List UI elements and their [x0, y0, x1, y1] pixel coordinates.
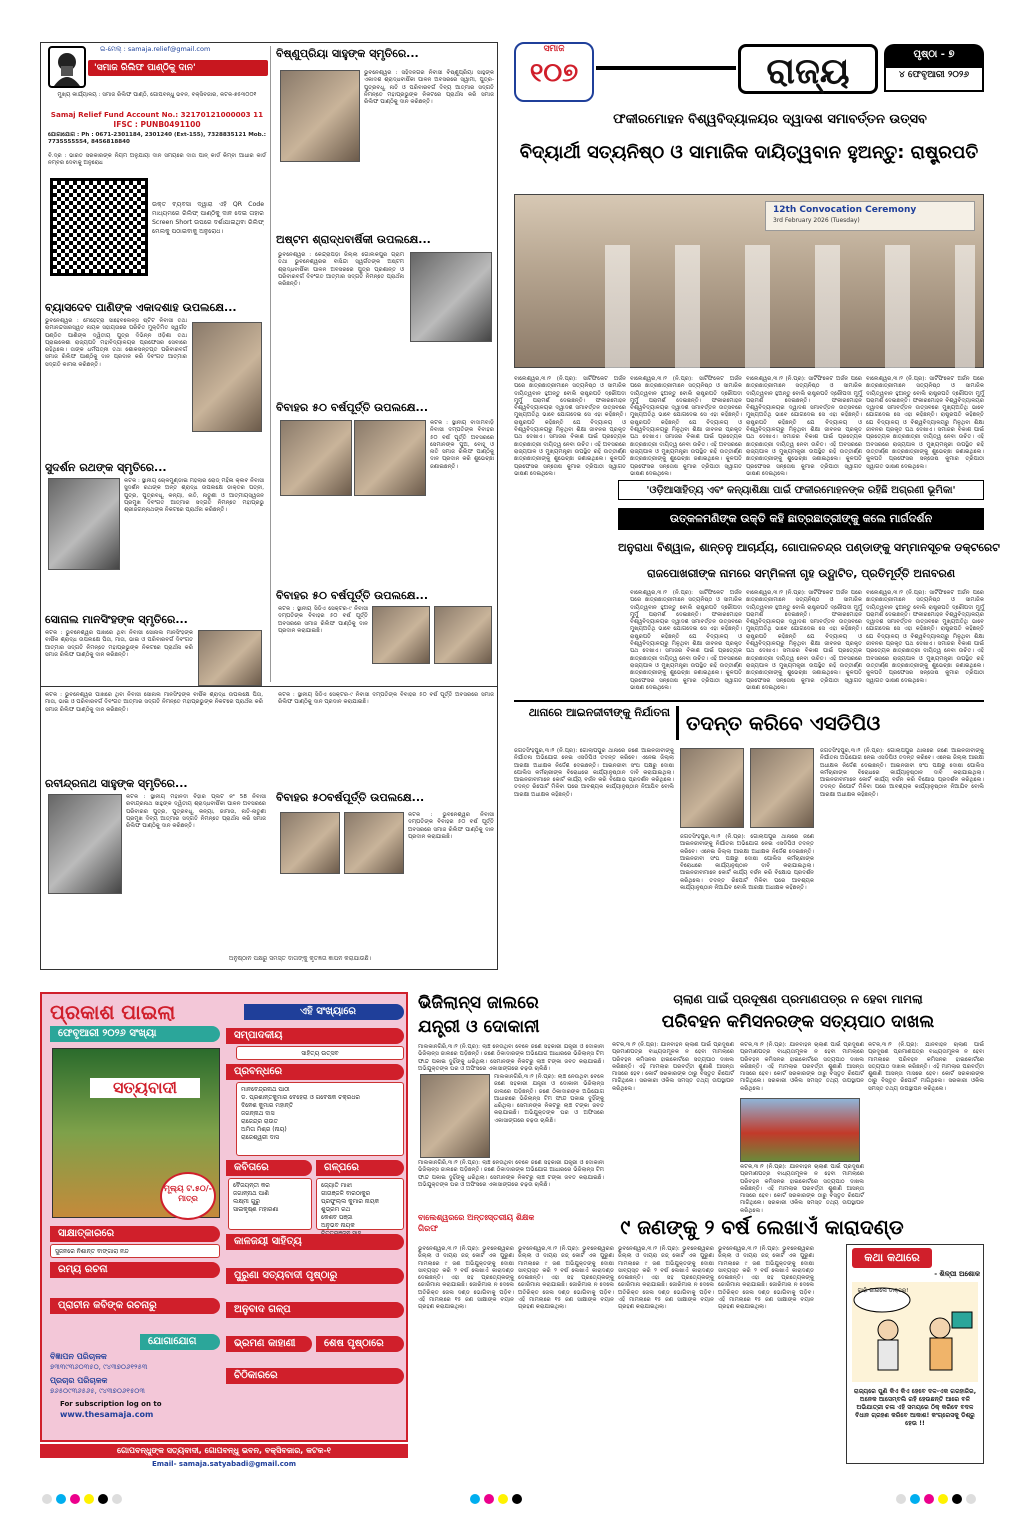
relief-footer: ଅନୁଷ୍ଠାନ ପକ୍ଷରୁ ସମସ୍ତ ଦାତାଙ୍କୁ କୃତଜ୍ଞତା ଜ୍ଞାପନ କରାଯାଉଛି।: [228, 955, 372, 962]
transport-kicker: ଚାଲାଣ ପାଇଁ ପ୍ରଦୂଷଣ ପ୍ରମାଣପତ୍ର ନ ହେବା ମାମଲା: [673, 992, 923, 1006]
sdpo-text-a: ଜଗତସିଂହପୁର,୩।୨ (ନି.ପ୍ର): ଗୋଲାପପୁର ଥାନାରେ ଜଣେ ଆଇନଜୀବୀଙ୍କୁ ନିର୍ଯାତନା ଅଭିଯୋଗ ନେଇ ଏସଡିପିଓ ତଦନ୍ତ କରିବେ। ଏନେଇ ଜିଲ୍ଲା ଆରକ୍ଷୀ ଅଧୀକ୍ଷକ ନିର୍ଦ୍ଦେଶ ଦେଇଛନ୍ତି। ଆଇନଜୀବୀ ସଂଘ ପକ୍ଷରୁ ଦୋଷୀ ପୋଲିସ କର୍ମଚାରୀଙ୍କ ବିରୋଧରେ କାର୍ଯ୍ୟାନୁଷ୍ଠାନ ଦାବି କରାଯାଇଥିଲା। ଆଇନଜୀବୀମାନେ କୋର୍ଟ କାର୍ଯ୍ୟ ବର୍ଜନ କରି ବିକ୍ଷୋଭ ପ୍ରଦର୍ଶନ କରିଥିଲେ। ତଦନ୍ତ ରିପୋର୍ଟ ମିଳିବା ପରେ ଆବଶ୍ୟକ କାର୍ଯ୍ୟାନୁଷ୍ଠାନ ନିଆଯିବ ବୋଲି ଆରକ୍ଷୀ ଅଧୀକ୍ଷକ କହିଛନ୍ତି।: [514, 748, 674, 798]
obit-title-1: ସୁଦର୍ଶନ ରଥଙ୍କ ସ୍ମୃତିରେ...: [45, 461, 167, 474]
lead-text-e: ବାଲେଶ୍ୱର,୩।୨ (ନି.ପ୍ର): ସାର୍ଟିଫିକେଟ ଅର୍ଜନ ପରେ ଛାତ୍ରଛାତ୍ରୀମାନେ ସତ୍ୟନିଷ୍ଠ ଓ ସାମାଜିକ ଦାୟିତ୍ୱବାନ ହୁଅନ୍ତୁ ବୋଲି ରାଷ୍ଟ୍ରପତି ଦ୍ରୌପଦୀ ମୁର୍ମୁ ପରାମର୍ଶ ଦେଇଛନ୍ତି। ଫକୀରମୋହନ ବିଶ୍ୱବିଦ୍ୟାଳୟର ଦ୍ୱାଦଶ ସମାବର୍ତ୍ତନ ଉତ୍ସବରେ ମୁଖ୍ୟଅତିଥି ଭାବେ ଯୋଗଦେଇ ସେ ଏହା କହିଛନ୍ତି। ରାଷ୍ଟ୍ରପତି କହିଛନ୍ତି ଯେ ବିଦ୍ୟାଳୟ ଓ ବିଶ୍ୱବିଦ୍ୟାଳୟରୁ ମିଳୁଥିବା ଶିକ୍ଷା ଜୀବନର ପ୍ରକୃତ ପଥ ଦେଖାଏ। ସମାଜର ବିକାଶ ପାଇଁ ପ୍ରତ୍ୟେକ ଛାତ୍ରଛାତ୍ରୀ ଦାୟିତ୍ୱ ନେବା ଉଚିତ। ଏହି ଅବସରରେ ରାଜ୍ୟପାଳ ଓ ମୁଖ୍ୟମନ୍ତ୍ରୀ ଉପସ୍ଥିତ ରହି ଉତ୍ତୀର୍ଣ୍ଣ ଛାତ୍ରଛାତ୍ରୀଙ୍କୁ ଶୁଭେଚ୍ଛା ଜଣାଇଥିଲେ। କୁଳପତି ପ୍ରଫେସର ସନ୍ତୋଷ କୁମାର ତ୍ରିପାଠୀ ସ୍ୱାଗତ ଭାଷଣ ଦେଇଥିଲେ।: [630, 590, 742, 691]
ad-story-4: କେଶବ ପଞ୍ଜା: [321, 1214, 353, 1221]
ad-address: ଗୋପବନ୍ଧୁଙ୍କ ସତ୍ୟବାଦୀ, ଗୋପବନ୍ଧୁ ଭବନ, ବକ୍ସିବଜାର, କଟକ-୧: [40, 1444, 408, 1458]
ad-in-issue: ଏହି ସଂଖ୍ୟାରେ: [244, 1004, 404, 1020]
ad-story-2: ପ୍ରଫୁଲ୍ଲ କୁମାର ନାୟକ: [321, 1198, 380, 1205]
court-text-c: ଭୁବନେଶ୍ୱର,୩।୨ (ନି.ପ୍ର): ଭୁବନେଶ୍ୱରର ଜିଲ୍ଲା ଓ ଦାୟରା ଜଜ୍ କୋର୍ଟ ଏକ ପୁରୁଣା ମାମଲାରେ ୯ ଜଣ ଅଭିଯୁକ୍ତଙ୍କୁ ଦୋଷୀ ସାବ୍ୟସ୍ତ କରି ୨ ବର୍ଷ ଲେଖାଏଁ କାରାଦଣ୍ଡ ଦେଇଛନ୍ତି। ଏହା ସହ ପ୍ରତ୍ୟେକଙ୍କୁ ଜୋରିମାନା କରାଯାଇଛି। ଜୋରିମାନା ନ ଦେଲେ ଅତିରିକ୍ତ ଜେଲ ଦଣ୍ଡ ଭୋଗିବାକୁ ପଡ଼ିବ। ଏହି ମାମଲାରେ ୧୫ ଜଣ ସାକ୍ଷୀଙ୍କ ବୟାନ ଗ୍ରହଣ କରାଯାଇଥିଲା।: [618, 1246, 714, 1311]
obit-text-2: କଟକ : ଭୁବନେଶ୍ୱର ପାଖରେ ଥିବା ନିବାସୀ ସୋନାଲ ମାନସିଂହଙ୍କ ବାର୍ଷିକ ଶ୍ରାଦ୍ଧ ଉପଲକ୍ଷେ ପିତା, ମାତା, ଭାଇ ଓ ପରିବାରବର୍ଗ ଦିବଂଗତ ଆତ୍ମାର ସଦ୍ଗତି ନିମନ୍ତେ ମହାପ୍ରଭୁଙ୍କ ନିକଟରେ ପ୍ରାର୍ଥନା କରି ସମାଜ ରିଲିଫ ପାଣ୍ଠିକୁ ଦାନ କରିଛନ୍ତି।: [45, 630, 193, 658]
ad-essay-1: ଡ. ପ୍ରଶାନ୍ତକୁମାର ବେହେରା ଓ ଗବେଷକ ଚକ୍ରଧର: [241, 1094, 360, 1101]
ad-brand: ପ୍ରକାଶ ପାଇଲା: [50, 1000, 176, 1024]
obit-photo-7b: [434, 606, 492, 664]
ad-admgr: ବିଜ୍ଞାପନ ପରିଚାଳକ: [50, 1352, 107, 1361]
lead-headline: ବିଦ୍ୟାର୍ଥୀ ସତ୍ୟନିଷ୍ଠ ଓ ସାମାଜିକ ଦାୟିତ୍ୱବାନ ହୁଅନ୍ତୁ: ରାଷ୍ଟ୍ରପତି: [519, 142, 979, 163]
transport-text-b: କଟକ,୩।୨ (ନି.ପ୍ର): ଯାନବାହନ ଚାଲାଣ ପାଇଁ ପ୍ରଦୂଷଣ ପ୍ରମାଣପତ୍ର ବାଧ୍ୟତାମୂଳକ ନ ହେବା ମାମଲାରେ ପରିବହନ କମିସନର ହାଇକୋର୍ଟରେ ସତ୍ୟପାଠ ଦାଖଲ କରିଛନ୍ତି। ଏହି ମାମଲାର ପରବର୍ତ୍ତୀ ଶୁଣାଣି ଆସନ୍ତା ମାସରେ ହେବ। କୋର୍ଟ ସରକାରଙ୍କ ଠାରୁ ବିସ୍ତୃତ ରିପୋର୍ଟ ମାଗିଥିଲେ। ସରକାରୀ ଓକିଲ ସମସ୍ତ ତଥ୍ୟ ଉପସ୍ଥାପନ କରିଥିଲେ।: [740, 1042, 864, 1092]
ad-poetry-list: [228, 1178, 312, 1230]
obit-title-3: ରବୀନ୍ଦ୍ରନାଥ ସାହୁଙ୍କ ସ୍ମୃତିରେ...: [45, 777, 188, 790]
obit-text-7: କଟକ : ସ୍ଥାନୀୟ ସିଡିଏ ସେକ୍ଟର-୯ ନିବାସୀ ଦମ୍ପତିଙ୍କ ବିବାହର ୫୦ ବର୍ଷ ପୂର୍ତ୍ତି ଅବସରରେ ସମାଜ ରିଲିଫ ପାଣ୍ଠିକୁ ଦାନ ପ୍ରଦାନ କରାଯାଇଛି।: [278, 606, 368, 634]
ad-sales: ପ୍ରଚାର ପରିଚାଳକ: [50, 1376, 108, 1385]
registration-dots-left: [42, 1494, 122, 1504]
court-text-a: ଭୁବନେଶ୍ୱର,୩।୨ (ନି.ପ୍ର): ଭୁବନେଶ୍ୱରର ଜିଲ୍ଲା ଓ ଦାୟରା ଜଜ୍ କୋର୍ଟ ଏକ ପୁରୁଣା ମାମଲାରେ ୯ ଜଣ ଅଭିଯୁକ୍ତଙ୍କୁ ଦୋଷୀ ସାବ୍ୟସ୍ତ କରି ୨ ବର୍ଷ ଲେଖାଏଁ କାରାଦଣ୍ଡ ଦେଇଛନ୍ତି। ଏହା ସହ ପ୍ରତ୍ୟେକଙ୍କୁ ଜୋରିମାନା କରାଯାଇଛି। ଜୋରିମାନା ନ ଦେଲେ ଅତିରିକ୍ତ ଜେଲ ଦଣ୍ଡ ଭୋଗିବାକୁ ପଡ଼ିବ। ଏହି ମାମଲାରେ ୧୫ ଜଣ ସାକ୍ଷୀଙ୍କ ବୟାନ ଗ୍ରହଣ କରାଯାଇଥିଲା।: [418, 1246, 514, 1311]
obit-text-0: ଭୁବନେଶ୍ୱର : ମେହେଟ୍ରା ସାହେବଲେନ୍ସ ଷ୍ଟିଟ ନିବାସୀ ତଥା ରାମାନନ୍ଦସାରସ୍ୱତ ନାୟକ ସହାୟତାରେ ପରିଚିତ ମୁକ୍ତିମିତ ସ୍ୱର୍ଗତ ପଣ୍ଡିତ ପାଣିଙ୍କ ଦ୍ୱିତୀୟ ପୁତ୍ର ଦିଭିନ୍ନ ଓଡ଼ିଶା ତଥା ପ୍ରାଇକେଶା ରାଜ୍ୟପତି ମହାବିଦ୍ୟାଳୟର ପ୍ରଫେସର ସେବାରେ ରହିଥିଲେ। ତାଙ୍କ ଧର୍ମପତ୍ନୀ ତଥା ଶୋକସନ୍ତପ୍ତ ପରିବାରବର୍ଗ ସମାଜ ରିଲିଫ ପାଣ୍ଠିକୁ ଦାନ ପ୍ରଦାନ କରି ଦିବଂଗତ ଆତ୍ମାର ସଦ୍ଗତି କାମନା କରିଛନ୍ତି।: [45, 318, 187, 368]
ad-section-anubada: ଅନୁବାଦ ଗଳ୍ପ: [226, 1302, 404, 1318]
ad-section-prachina: ପ୍ରାଚୀନ କବିଙ୍କ ରଚନାରୁ: [50, 1298, 220, 1314]
obit-title-4: ବିଷ୍ଣୁପ୍ରିୟା ସାହୁଙ୍କ ସ୍ମୃତିରେ...: [276, 47, 419, 60]
obit-title-0: ବ୍ୟାସଦେବ ପାଣିଙ୍କ ଏକାଦଶାହ ଉପଲକ୍ଷେ...: [45, 301, 237, 314]
ad-poet-1: ଜଗାନ୍ନାଥ ପାଣି: [233, 1190, 269, 1197]
ad-sales-phone: ୭୬୫୦୯୩୬୫୬୫, ୯୪୩୭୦୬୧୫୦୩: [50, 1387, 145, 1395]
lead-quote: 'ଓଡ଼ିଆସାହିତ୍ୟ ଏବଂ କନ୍ୟାଶିକ୍ଷା ପାଇଁ ଫକୀରମୋହନଙ୍କ ରହିଛି ଅଗ୍ରଣୀ ଭୂମିକା': [618, 480, 984, 500]
transport-text-a: କଟକ,୩।୨ (ନି.ପ୍ର): ଯାନବାହନ ଚାଲାଣ ପାଇଁ ପ୍ରଦୂଷଣ ପ୍ରମାଣପତ୍ର ବାଧ୍ୟତାମୂଳକ ନ ହେବା ମାମଲାରେ ପରିବହନ କମିସନର ହାଇକୋର୍ଟରେ ସତ୍ୟପାଠ ଦାଖଲ କରିଛନ୍ତି। ଏହି ମାମଲାର ପରବର୍ତ୍ତୀ ଶୁଣାଣି ଆସନ୍ତା ମାସରେ ହେବ। କୋର୍ଟ ସରକାରଙ୍କ ଠାରୁ ବିସ୍ତୃତ ରିପୋର୍ଟ ମାଗିଥିଲେ। ସରକାରୀ ଓକିଲ ସମସ୍ତ ତଥ୍ୟ ଉପସ୍ଥାପନ କରିଥିଲେ।: [612, 1042, 734, 1092]
transport-text-c: କଟକ,୩।୨ (ନି.ପ୍ର): ଯାନବାହନ ଚାଲାଣ ପାଇଁ ପ୍ରଦୂଷଣ ପ୍ରମାଣପତ୍ର ବାଧ୍ୟତାମୂଳକ ନ ହେବା ମାମଲାରେ ପରିବହନ କମିସନର ହାଇକୋର୍ଟରେ ସତ୍ୟପାଠ ଦାଖଲ କରିଛନ୍ତି। ଏହି ମାମଲାର ପରବର୍ତ୍ତୀ ଶୁଣାଣି ଆସନ୍ତା ମାସରେ ହେବ। କୋର୍ଟ ସରକାରଙ୍କ ଠାରୁ ବିସ୍ତୃତ ରିପୋର୍ଟ ମାଗିଥିଲେ। ସରକାରୀ ଓକିଲ ସମସ୍ତ ତଥ୍ୟ ଉପସ୍ଥାପନ କରିଥିଲେ।: [740, 1164, 864, 1214]
ad-poet-3: ସାଇକୃଷ୍ଣ ମହାରଣା: [233, 1206, 279, 1213]
vigilance-text-c: ମାଲକାନଗିରି,୩।୨ (ନି.ପ୍ର): ଲାଞ୍ଚ ନେଉଥିବା ବେଳେ ଜଣେ ସହକାରୀ ଯନ୍ତ୍ରୀ ଓ ଦୋକାନୀ ଭିଜିଲାନ୍ସ ଜାଲରେ ପଡ଼ିଛନ୍ତି। ଜଣେ ଠିକାଦାରଙ୍କ ଅଭିଯୋଗ ଆଧାରରେ ଭିଜିଲାନ୍ସ ଟିମ ଫାନ୍ଦ ପକାଇ ଦୁହିଁଙ୍କୁ ଧରିଥିଲା। ସେମାନଙ୍କ ନିକଟରୁ ଲାଞ୍ଚ ଟଙ୍କା ଜବତ କରାଯାଇଛି। ଅଭିଯୁକ୍ତଙ୍କ ଘର ଓ ଅଫିସରେ ଏକାସାଙ୍ଗରେ ଚଢ଼ଉ ଚାଲିଛି।: [418, 1160, 604, 1188]
obit-photo-8b: [344, 812, 404, 874]
ad-section-poetry: କବିତାରେ: [226, 1160, 312, 1176]
ad-section-editorial: ସମ୍ପାଦକୀୟ: [226, 1028, 404, 1044]
lead-photo: [514, 194, 984, 368]
relief-email: ଇ-ମେଲ୍ : samaja.relief@gmail.com: [100, 45, 211, 53]
ad-section-essays: ପ୍ରବନ୍ଧରେ: [226, 1064, 404, 1080]
lead-sub2: ଅନୁରାଧା ବିଶ୍ୱାଳ, ଶାନ୍ତନୁ ଆଚାର୍ଯ୍ୟ, ଗୋପାଳଚନ୍ଦ୍ର ପଣ୍ଡାଙ୍କୁ ସମ୍ମାନସୂଚକ ଡକ୍ଟରେଟ: [618, 541, 1000, 554]
obit-text-1: କଟକ : ସ୍ଥାନୀୟ ଚୋଳମୁଣ୍ଡାଇ ମହଲାର ରୋଡ୍ ମହିଳା କ୍ଲବ ନିବାସୀ ସୁଦର୍ଶନ ରଥଙ୍କ ଅନ୍ତ ଶ୍ରାଦ୍ଧ ଉପଲକ୍ଷେ ଡାକ୍ତର ପତ୍ନୀ, ପୁତ୍ର, ପୁତ୍ରବଧୂ, କନ୍ୟା, ନାତି, ନାତୁଣୀ ଓ ଆତ୍ମୀୟସ୍ୱଜନ ପ୍ରମୁଖ ଦିବଂଗତ ଆତ୍ମାର ସଦ୍ଗତି ନିମନ୍ତେ ମହାପ୍ରଭୁ ଶ୍ରୀଜଗନ୍ନାଥଙ୍କ ନିକଟରେ ପ୍ରାର୍ଥନା କରିଛନ୍ତି।: [124, 478, 264, 514]
ad-url[interactable]: www.thesamaja.com: [60, 1410, 154, 1419]
obit-photo-6a: [280, 420, 352, 496]
obit-photo-7a: [372, 606, 430, 664]
ad-interview: ସୁଜନରେ ନିଶାନ୍ତ ବାଙ୍ଗାରା ନନ୍ଦ: [50, 1244, 220, 1258]
obit-photo-6b: [354, 420, 426, 496]
obit-photo-1: [48, 478, 120, 570]
obit-text-5: ଭୁବନେଶ୍ୱର : କେନ୍ଦ୍ରାପଡ଼ା ଜିଲ୍ଲା ଗୋଲକପୁର ଗ୍ରାମ ତଥା ଭୁବନେଶ୍ୱରର ବାସିନ୍ଦା ସ୍ୱର୍ଗତଙ୍କ ଅଷ୍ଟମ ଶ୍ରାଦ୍ଧବାର୍ଷିକୀ ପାଳନ ଅବସରରେ ପୁତ୍ର ପ୍ରଶାନ୍ତ ଓ ପରିବାରବର୍ଗ ଦିବଂଗତ ଆତ୍ମାର ସଦ୍ଗତି ନିମନ୍ତେ ପ୍ରାର୍ଥନା କରିଛନ୍ତି।: [278, 252, 404, 288]
relief-account: Samaj Relief Fund Account No.: 32170121000003 11: [50, 110, 264, 119]
sdpo-kicker: ଥାନାରେ ଆଇନଜୀବୀଙ୍କୁ ନିର୍ଯାତନା: [528, 706, 670, 719]
stage-people: [575, 245, 975, 369]
registration-dots-right: [896, 1494, 976, 1504]
page-label: ପୃଷ୍ଠା - ୭: [884, 44, 984, 66]
qr-code[interactable]: [50, 178, 148, 276]
ad-section-bhramana: ଭ୍ରମଣ କାହାଣୀ: [226, 1336, 312, 1352]
vigilance-photo: [420, 1074, 490, 1158]
obit-title-7: ବିବାହର ୫୦ ବର୍ଷପୂର୍ତ୍ତି ଉପଲକ୍ଷେ...: [276, 589, 429, 602]
ad-subscribe: For subscription log on to: [60, 1400, 162, 1408]
lead-text-a: ବାଲେଶ୍ୱର,୩।୨ (ନି.ପ୍ର): ସାର୍ଟିଫିକେଟ ଅର୍ଜନ ପରେ ଛାତ୍ରଛାତ୍ରୀମାନେ ସତ୍ୟନିଷ୍ଠ ଓ ସାମାଜିକ ଦାୟିତ୍ୱବାନ ହୁଅନ୍ତୁ ବୋଲି ରାଷ୍ଟ୍ରପତି ଦ୍ରୌପଦୀ ମୁର୍ମୁ ପରାମର୍ଶ ଦେଇଛନ୍ତି। ଫକୀରମୋହନ ବିଶ୍ୱବିଦ୍ୟାଳୟର ଦ୍ୱାଦଶ ସମାବର୍ତ୍ତନ ଉତ୍ସବରେ ମୁଖ୍ୟଅତିଥି ଭାବେ ଯୋଗଦେଇ ସେ ଏହା କହିଛନ୍ତି। ରାଷ୍ଟ୍ରପତି କହିଛନ୍ତି ଯେ ବିଦ୍ୟାଳୟ ଓ ବିଶ୍ୱବିଦ୍ୟାଳୟରୁ ମିଳୁଥିବା ଶିକ୍ଷା ଜୀବନର ପ୍ରକୃତ ପଥ ଦେଖାଏ। ସମାଜର ବିକାଶ ପାଇଁ ପ୍ରତ୍ୟେକ ଛାତ୍ରଛାତ୍ରୀ ଦାୟିତ୍ୱ ନେବା ଉଚିତ। ଏହି ଅବସରରେ ରାଜ୍ୟପାଳ ଓ ମୁଖ୍ୟମନ୍ତ୍ରୀ ଉପସ୍ଥିତ ରହି ଉତ୍ତୀର୍ଣ୍ଣ ଛାତ୍ରଛାତ୍ରୀଙ୍କୁ ଶୁଭେଚ୍ଛା ଜଣାଇଥିଲେ। କୁଳପତି ପ୍ରଫେସର ସନ୍ତୋଷ କୁମାର ତ୍ରିପାଠୀ ସ୍ୱାଗତ ଭାଷଣ ଦେଇଥିଲେ।: [514, 376, 626, 477]
obit-text-6: କଟକ : ସ୍ଥାନୀୟ ବାଦାମବାଡ଼ି ନିବାସୀ ଦମ୍ପତିଙ୍କ ବିବାହର ୫୦ ବର୍ଷ ପୂର୍ତ୍ତି ଅବସରରେ ସେମାନଙ୍କ ପୁଅ, ବୋହୂ ଓ ନାତି ସମାଜ ରିଲିଫ ପାଣ୍ଠିକୁ ଦାନ ପ୍ରଦାନ କରି ଶୁଭେଚ୍ଛା ଜଣାଇଛନ୍ତି।: [430, 420, 494, 470]
relief-portrait-icon: [48, 46, 86, 88]
ad-essay-0: ମାନବେନ୍ଦ୍ରନାଥ ପାଠୀ: [241, 1086, 290, 1093]
relief-title: 'ସମାଜ ରିଲିଫ ପାଣ୍ଠିକୁ ଦାନ': [88, 60, 268, 76]
sdpo-headline: ତଦନ୍ତ କରିବେ ଏସଡିପିଓ: [686, 711, 881, 735]
ad-essay-3: ଜଗନ୍ନାଥ ଦାସ: [241, 1110, 275, 1117]
ad-essay-4: ରାଜେନ୍ଦ୍ର ରାଉତ: [241, 1118, 278, 1125]
ad-section-stories: ଗଳ୍ପରେ: [316, 1160, 404, 1176]
lead-sub1: ଉତ୍କଳମଣିଙ୍କ ଉକ୍ତି କହି ଛାତ୍ରଛାତ୍ରୀଙ୍କୁ କଲେ ମାର୍ଗଦର୍ଶନ: [618, 508, 984, 530]
ad-essay-5: ଅମିତା ମିଶ୍ର (ନାୟ): [241, 1126, 287, 1133]
sdpo-rule: [514, 700, 984, 702]
masthead-number: ୧୦୭: [529, 58, 579, 88]
lead-kicker: ଫକୀରମୋହନ ବିଶ୍ୱବିଦ୍ୟାଳୟର ଦ୍ୱାଦଶ ସମାବର୍ତ୍ତନ ଉତ୍ସବ: [613, 112, 927, 127]
obit-photo-2: [198, 630, 262, 686]
ad-stories-list: [316, 1178, 404, 1230]
ad-story-0: ଜ୍ୟୋତି ମାଝୀ: [321, 1182, 352, 1189]
lead-sub3: ରାଜପୋଖରୀଙ୍କ ନାମରେ ସମ୍ମିଳନୀ ଗୃହ ଉଦ୍ଘାଟିତ, ପ୍ରତିମୂର୍ତ୍ତି ଅନାବରଣ: [646, 567, 956, 580]
obit-text-7-cont: କଟକ : ସ୍ଥାନୀୟ ସିଡିଏ ସେକ୍ଟର-୯ ନିବାସୀ ଦମ୍ପତିଙ୍କ ବିବାହର ୫୦ ବର୍ଷ ପୂର୍ତ୍ତି ଅବସରରେ ସମାଜ ରିଲିଫ ପାଣ୍ଠିକୁ ଦାନ ପ୍ରଦାନ କରାଯାଇଛି।: [278, 692, 494, 706]
obit-text-2-cont: କଟକ : ଭୁବନେଶ୍ୱର ପାଖରେ ଥିବା ନିବାସୀ ସୋନାଲ ମାନସିଂହଙ୍କ ବାର୍ଷିକ ଶ୍ରାଦ୍ଧ ଉପଲକ୍ଷେ ପିତା, ମାତା, ଭାଇ ଓ ପରିବାରବର୍ଗ ଦିବଂଗତ ଆତ୍ମାର ସଦ୍ଗତି ନିମନ୍ତେ ମହାପ୍ରଭୁଙ୍କ ନିକଟରେ ପ୍ରାର୍ଥନା କରି ସମାଜ ରିଲିଫ ପାଣ୍ଠିକୁ ଦାନ କରିଛନ୍ତି।: [45, 692, 263, 713]
registration-dots-center: [470, 1494, 522, 1504]
lead-text-d: ବାଲେଶ୍ୱର,୩।୨ (ନି.ପ୍ର): ସାର୍ଟିଫିକେଟ ଅର୍ଜନ ପରେ ଛାତ୍ରଛାତ୍ରୀମାନେ ସତ୍ୟନିଷ୍ଠ ଓ ସାମାଜିକ ଦାୟିତ୍ୱବାନ ହୁଅନ୍ତୁ ବୋଲି ରାଷ୍ଟ୍ରପତି ଦ୍ରୌପଦୀ ମୁର୍ମୁ ପରାମର୍ଶ ଦେଇଛନ୍ତି। ଫକୀରମୋହନ ବିଶ୍ୱବିଦ୍ୟାଳୟର ଦ୍ୱାଦଶ ସମାବର୍ତ୍ତନ ଉତ୍ସବରେ ମୁଖ୍ୟଅତିଥି ଭାବେ ଯୋଗଦେଇ ସେ ଏହା କହିଛନ୍ତି। ରାଷ୍ଟ୍ରପତି କହିଛନ୍ତି ଯେ ବିଦ୍ୟାଳୟ ଓ ବିଶ୍ୱବିଦ୍ୟାଳୟରୁ ମିଳୁଥିବା ଶିକ୍ଷା ଜୀବନର ପ୍ରକୃତ ପଥ ଦେଖାଏ। ସମାଜର ବିକାଶ ପାଇଁ ପ୍ରତ୍ୟେକ ଛାତ୍ରଛାତ୍ରୀ ଦାୟିତ୍ୱ ନେବା ଉଚିତ। ଏହି ଅବସରରେ ରାଜ୍ୟପାଳ ଓ ମୁଖ୍ୟମନ୍ତ୍ରୀ ଉପସ୍ଥିତ ରହି ଉତ୍ତୀର୍ଣ୍ଣ ଛାତ୍ରଛାତ୍ରୀଙ୍କୁ ଶୁଭେଚ୍ଛା ଜଣାଇଥିଲେ। କୁଳପତି ପ୍ରଫେସର ସନ୍ତୋଷ କୁମାର ତ୍ରିପାଠୀ ସ୍ୱାଗତ ଭାଷଣ ଦେଇଥିଲେ।: [866, 376, 984, 470]
ad-poet-2: ଲକ୍ଷ୍ମୀ ଗୁରୁ: [233, 1198, 260, 1205]
court-kicker: ବାଲେଶ୍ୱରରେ ଅନ୍ତଃସ୍ତରୀୟ ଶିକ୍ଷକ ଗିରଫ: [418, 1213, 535, 1233]
ad-story-5: ଅନୁଭବ ନାୟକ: [321, 1222, 355, 1229]
ad-price: ମୂଲ୍ୟ ଟ.୫୦/-ମାତ୍ର: [160, 1172, 216, 1220]
relief-phones: ଯୋଗାଯୋଗ : Ph : 0671-2301184, 2301240 (Ext-155), 7328835121 Mob.: 7735555554, 8456818840: [48, 132, 266, 146]
cartoon-caption: ରାଜ୍ୟରେ ପୁଣି କିଏ କିଏ ହେବେ ଦଳ-ଏକ ଗରହାଜିର, ଅନେକ ଆସେମ୍ବଲି ରହି ହେଉଛନ୍ତି ଆରେ ବଳି ଅଭିଯାତ୍ରୀ ଚଳା ଏହି ସମୟରେ ଠିକ୍ କରିବେ ବଦଳ ବିଧାନ ଗ୍ରହଣ କରିବେ ଆକାଶ! କଂଗ୍ରେସକୁ ଡିଶ୍ରୁ ହେଉ !!: [853, 1388, 977, 1427]
ad-essays-list: [236, 1082, 404, 1156]
relief-office: ମୁଖ୍ୟ କାର୍ଯ୍ୟାଳୟ : ସମାଜ ରିଲିଫ ପାଣ୍ଠି, ଗୋପବନ୍ଧୁ ଭବନ, ବକ୍ସିବଜାର, କଟକ-୭୫୩୦୦୧: [57, 92, 257, 98]
lead-text-f: ବାଲେଶ୍ୱର,୩।୨ (ନି.ପ୍ର): ସାର୍ଟିଫିକେଟ ଅର୍ଜନ ପରେ ଛାତ୍ରଛାତ୍ରୀମାନେ ସତ୍ୟନିଷ୍ଠ ଓ ସାମାଜିକ ଦାୟିତ୍ୱବାନ ହୁଅନ୍ତୁ ବୋଲି ରାଷ୍ଟ୍ରପତି ଦ୍ରୌପଦୀ ମୁର୍ମୁ ପରାମର୍ଶ ଦେଇଛନ୍ତି। ଫକୀରମୋହନ ବିଶ୍ୱବିଦ୍ୟାଳୟର ଦ୍ୱାଦଶ ସମାବର୍ତ୍ତନ ଉତ୍ସବରେ ମୁଖ୍ୟଅତିଥି ଭାବେ ଯୋଗଦେଇ ସେ ଏହା କହିଛନ୍ତି। ରାଷ୍ଟ୍ରପତି କହିଛନ୍ତି ଯେ ବିଦ୍ୟାଳୟ ଓ ବିଶ୍ୱବିଦ୍ୟାଳୟରୁ ମିଳୁଥିବା ଶିକ୍ଷା ଜୀବନର ପ୍ରକୃତ ପଥ ଦେଖାଏ। ସମାଜର ବିକାଶ ପାଇଁ ପ୍ରତ୍ୟେକ ଛାତ୍ରଛାତ୍ରୀ ଦାୟିତ୍ୱ ନେବା ଉଚିତ। ଏହି ଅବସରରେ ରାଜ୍ୟପାଳ ଓ ମୁଖ୍ୟମନ୍ତ୍ରୀ ଉପସ୍ଥିତ ରହି ଉତ୍ତୀର୍ଣ୍ଣ ଛାତ୍ରଛାତ୍ରୀଙ୍କୁ ଶୁଭେଚ୍ଛା ଜଣାଇଥିଲେ। କୁଳପତି ପ୍ରଫେସର ସନ୍ତୋଷ କୁମାର ତ୍ରିପାଠୀ ସ୍ୱାଗତ ଭାଷଣ ଦେଇଥିଲେ।: [746, 590, 862, 691]
vigilance-headline-1: ଭିଜିଲାନ୍ସ ଜାଲରେ: [418, 993, 539, 1013]
sdpo-photo-a: [680, 748, 744, 828]
ad-issue: ଫେବୃଆରୀ ୨୦୨୬ ସଂଖ୍ୟା: [50, 1026, 220, 1042]
ad-story-3: ଶୁଭ୍ରମ ରଥ: [321, 1206, 351, 1213]
ad-section-ramya: ରମ୍ୟ ରଚନା: [50, 1262, 220, 1278]
masthead-brand: ସମାଜ: [543, 44, 565, 54]
obit-photo-5: [410, 252, 492, 342]
vigilance-headline-2: ଯନ୍ତ୍ରୀ ଓ ଦୋକାନୀ: [418, 1017, 540, 1037]
ad-section-interview: ସାକ୍ଷାତ୍କାରରେ: [50, 1226, 220, 1242]
ad-section-chithi: ଚିଠିକାରରେ: [226, 1368, 404, 1384]
obit-photo-0: [192, 322, 262, 432]
transport-text-d: କଟକ,୩।୨ (ନି.ପ୍ର): ଯାନବାହନ ଚାଲାଣ ପାଇଁ ପ୍ରଦୂଷଣ ପ୍ରମାଣପତ୍ର ବାଧ୍ୟତାମୂଳକ ନ ହେବା ମାମଲାରେ ପରିବହନ କମିସନର ହାଇକୋର୍ଟରେ ସତ୍ୟପାଠ ଦାଖଲ କରିଛନ୍ତି। ଏହି ମାମଲାର ପରବର୍ତ୍ତୀ ଶୁଣାଣି ଆସନ୍ତା ମାସରେ ହେବ। କୋର୍ଟ ସରକାରଙ୍କ ଠାରୁ ବିସ୍ତୃତ ରିପୋର୍ଟ ମାଗିଥିଲେ। ସରକାରୀ ଓକିଲ ସମସ୍ତ ତଥ୍ୟ ଉପସ୍ଥାପନ କରିଥିଲେ।: [868, 1042, 984, 1092]
obit-title-2: ସୋନାଲ ମାନସିଂହଙ୍କ ସ୍ମୃତିରେ...: [45, 613, 188, 626]
transport-headline: ପରିବହନ କମିସନରଙ୍କ ସତ୍ୟପାଠ ଦାଖଲ: [661, 1012, 935, 1032]
lead-text-c: ବାଲେଶ୍ୱର,୩।୨ (ନି.ପ୍ର): ସାର୍ଟିଫିକେଟ ଅର୍ଜନ ପରେ ଛାତ୍ରଛାତ୍ରୀମାନେ ସତ୍ୟନିଷ୍ଠ ଓ ସାମାଜିକ ଦାୟିତ୍ୱବାନ ହୁଅନ୍ତୁ ବୋଲି ରାଷ୍ଟ୍ରପତି ଦ୍ରୌପଦୀ ମୁର୍ମୁ ପରାମର୍ଶ ଦେଇଛନ୍ତି। ଫକୀରମୋହନ ବିଶ୍ୱବିଦ୍ୟାଳୟର ଦ୍ୱାଦଶ ସମାବର୍ତ୍ତନ ଉତ୍ସବରେ ମୁଖ୍ୟଅତିଥି ଭାବେ ଯୋଗଦେଇ ସେ ଏହା କହିଛନ୍ତି। ରାଷ୍ଟ୍ରପତି କହିଛନ୍ତି ଯେ ବିଦ୍ୟାଳୟ ଓ ବିଶ୍ୱବିଦ୍ୟାଳୟରୁ ମିଳୁଥିବା ଶିକ୍ଷା ଜୀବନର ପ୍ରକୃତ ପଥ ଦେଖାଏ। ସମାଜର ବିକାଶ ପାଇଁ ପ୍ରତ୍ୟେକ ଛାତ୍ରଛାତ୍ରୀ ଦାୟିତ୍ୱ ନେବା ଉଚିତ। ଏହି ଅବସରରେ ରାଜ୍ୟପାଳ ଓ ମୁଖ୍ୟମନ୍ତ୍ରୀ ଉପସ୍ଥିତ ରହି ଉତ୍ତୀର୍ଣ୍ଣ ଛାତ୍ରଛାତ୍ରୀଙ୍କୁ ଶୁଭେଚ୍ଛା ଜଣାଇଥିଲେ। କୁଳପତି ପ୍ରଫେସର ସନ୍ତୋଷ କୁମାର ତ୍ରିପାଠୀ ସ୍ୱାଗତ ଭାଷଣ ଦେଇଥିଲେ।: [746, 376, 862, 477]
ad-essay-2: ଦିନେଶ କୁମାର ମହାନ୍ତି: [241, 1102, 294, 1109]
date-label: ୪ ଫେବୃଆରୀ ୨୦୨୬: [884, 66, 984, 92]
sdpo-photo-b: [750, 748, 814, 828]
header-rule: [596, 66, 736, 70]
obit-text-8: କଟକ : ଭୁବନେଶ୍ୱର ନିବାସୀ ଦମ୍ପତିଙ୍କ ବିବାହର ୫୦ ବର୍ଷ ପୂର୍ତ୍ତି ଅବସରରେ ସମାଜ ରିଲିଫ ପାଣ୍ଠିକୁ ଦାନ ପ୍ରଦାନ କରାଯାଇଛି।: [408, 812, 494, 840]
sdpo-text-b: ଜଗତସିଂହପୁର,୩।୨ (ନି.ପ୍ର): ଗୋଲାପପୁର ଥାନାରେ ଜଣେ ଆଇନଜୀବୀଙ୍କୁ ନିର୍ଯାତନା ଅଭିଯୋଗ ନେଇ ଏସଡିପିଓ ତଦନ୍ତ କରିବେ। ଏନେଇ ଜିଲ୍ଲା ଆରକ୍ଷୀ ଅଧୀକ୍ଷକ ନିର୍ଦ୍ଦେଶ ଦେଇଛନ୍ତି। ଆଇନଜୀବୀ ସଂଘ ପକ୍ଷରୁ ଦୋଷୀ ପୋଲିସ କର୍ମଚାରୀଙ୍କ ବିରୋଧରେ କାର୍ଯ୍ୟାନୁଷ୍ଠାନ ଦାବି କରାଯାଇଥିଲା। ଆଇନଜୀବୀମାନେ କୋର୍ଟ କାର୍ଯ୍ୟ ବର୍ଜନ କରି ବିକ୍ଷୋଭ ପ୍ରଦର୍ଶନ କରିଥିଲେ। ତଦନ୍ତ ରିପୋର୍ଟ ମିଳିବା ପରେ ଆବଶ୍ୟକ କାର୍ଯ୍ୟାନୁଷ୍ଠାନ ନିଆଯିବ ବୋଲି ଆରକ୍ଷୀ ଅଧୀକ୍ଷକ କହିଛନ୍ତି।: [680, 834, 814, 892]
highcourt-photo: [740, 1098, 860, 1162]
sdpo-divider: [676, 706, 679, 740]
obit-photo-4: [280, 70, 360, 162]
cartoon-title: କଥା କଥାରେ: [852, 1248, 932, 1268]
ad-story-1: ଗୀତାଞ୍ଜଳି ବାରଠାକୁର: [321, 1190, 371, 1197]
cartoon-drawing: [852, 1282, 978, 1382]
cartoon-bubble: ଗାହାଁ ଗାଇଲେ ଡାକ୍ତର!: [857, 1288, 909, 1294]
lead-text-g: ବାଲେଶ୍ୱର,୩।୨ (ନି.ପ୍ର): ସାର୍ଟିଫିକେଟ ଅର୍ଜନ ପରେ ଛାତ୍ରଛାତ୍ରୀମାନେ ସତ୍ୟନିଷ୍ଠ ଓ ସାମାଜିକ ଦାୟିତ୍ୱବାନ ହୁଅନ୍ତୁ ବୋଲି ରାଷ୍ଟ୍ରପତି ଦ୍ରୌପଦୀ ମୁର୍ମୁ ପରାମର୍ଶ ଦେଇଛନ୍ତି। ଫକୀରମୋହନ ବିଶ୍ୱବିଦ୍ୟାଳୟର ଦ୍ୱାଦଶ ସମାବର୍ତ୍ତନ ଉତ୍ସବରେ ମୁଖ୍ୟଅତିଥି ଭାବେ ଯୋଗଦେଇ ସେ ଏହା କହିଛନ୍ତି। ରାଷ୍ଟ୍ରପତି କହିଛନ୍ତି ଯେ ବିଦ୍ୟାଳୟ ଓ ବିଶ୍ୱବିଦ୍ୟାଳୟରୁ ମିଳୁଥିବା ଶିକ୍ଷା ଜୀବନର ପ୍ରକୃତ ପଥ ଦେଖାଏ। ସମାଜର ବିକାଶ ପାଇଁ ପ୍ରତ୍ୟେକ ଛାତ୍ରଛାତ୍ରୀ ଦାୟିତ୍ୱ ନେବା ଉଚିତ। ଏହି ଅବସରରେ ରାଜ୍ୟପାଳ ଓ ମୁଖ୍ୟମନ୍ତ୍ରୀ ଉପସ୍ଥିତ ରହି ଉତ୍ତୀର୍ଣ୍ଣ ଛାତ୍ରଛାତ୍ରୀଙ୍କୁ ଶୁଭେଚ୍ଛା ଜଣାଇଥିଲେ। କୁଳପତି ପ୍ରଫେସର ସନ୍ତୋଷ କୁମାର ତ୍ରିପାଠୀ ସ୍ୱାଗତ ଭାଷଣ ଦେଇଥିଲେ।: [866, 590, 984, 684]
obit-photo-3: [48, 794, 122, 894]
obit-text-4: ଭୁବନେଶ୍ୱର : ସହିଦନଗର ନିବାସୀ ବିଷ୍ଣୁପ୍ରିୟା ସାହୁଙ୍କ ଏକାଦଶ ଶ୍ରାଦ୍ଧବାର୍ଷିକୀ ପାଳନ ଅବସରରେ ସ୍ୱାମୀ, ପୁତ୍ର-ପୁତ୍ରବଧୂ, ନାତି ଓ ପରିବାରବର୍ଗ ଦିବ୍ୟ ଆତ୍ମାର ସଦ୍ଗତି ନିମନ୍ତେ ମହାପ୍ରଭୁଙ୍କ ନିକଟରେ ପ୍ରାର୍ଥନା କରି ସମାଜ ରିଲିଫ ପାଣ୍ଠିକୁ ଦାନ କରିଛନ୍ତି।: [364, 70, 494, 106]
qr-instructions: ଉକ୍ତ ବ୍ୟବସା ଦ୍ୱାରା ଏହି QR Code ମାଧ୍ୟମରେ ରିଲିଫ୍ ପାଣ୍ଠିକୁ ଦାନ ଦେଇ ତାହାର Screen Short ଉପରେ ଦର୍ଶାଯାଇଥିବା ରିଲିଫ୍ ମେଲକୁ ପଠାଇବାକୁ ଅନୁରୋଧ।: [152, 201, 264, 235]
section-title: ରାଜ୍ୟ: [738, 44, 878, 94]
banner-date: 3rd February 2026 (Tuesday): [773, 217, 860, 224]
obit-title-8: ବିବାହର ୫୦ବର୍ଷପୂର୍ତ୍ତି ଉପଲକ୍ଷେ...: [276, 791, 425, 804]
court-headline: ୯ ଜଣଙ୍କୁ ୨ ବର୍ଷ ଲେଖାଏଁ କାରାଦଣ୍ଡ: [620, 1215, 904, 1239]
magazine-name: ସତ୍ୟବାଦୀ: [90, 1078, 200, 1098]
sdpo-text-c: ଜଗତସିଂହପୁର,୩।୨ (ନି.ପ୍ର): ଗୋଲାପପୁର ଥାନାରେ ଜଣେ ଆଇନଜୀବୀଙ୍କୁ ନିର୍ଯାତନା ଅଭିଯୋଗ ନେଇ ଏସଡିପିଓ ତଦନ୍ତ କରିବେ। ଏନେଇ ଜିଲ୍ଲା ଆରକ୍ଷୀ ଅଧୀକ୍ଷକ ନିର୍ଦ୍ଦେଶ ଦେଇଛନ୍ତି। ଆଇନଜୀବୀ ସଂଘ ପକ୍ଷରୁ ଦୋଷୀ ପୋଲିସ କର୍ମଚାରୀଙ୍କ ବିରୋଧରେ କାର୍ଯ୍ୟାନୁଷ୍ଠାନ ଦାବି କରାଯାଇଥିଲା। ଆଇନଜୀବୀମାନେ କୋର୍ଟ କାର୍ଯ୍ୟ ବର୍ଜନ କରି ବିକ୍ଷୋଭ ପ୍ରଦର୍ଶନ କରିଥିଲେ। ତଦନ୍ତ ରିପୋର୍ଟ ମିଳିବା ପରେ ଆବଶ୍ୟକ କାର୍ଯ୍ୟାନୁଷ୍ଠାନ ନିଆଯିବ ବୋଲି ଆରକ୍ଷୀ ଅଧୀକ୍ଷକ କହିଛନ୍ତି।: [820, 748, 984, 798]
vigilance-text-a: ମାଲକାନଗିରି,୩।୨ (ନି.ପ୍ର): ଲାଞ୍ଚ ନେଉଥିବା ବେଳେ ଜଣେ ସହକାରୀ ଯନ୍ତ୍ରୀ ଓ ଦୋକାନୀ ଭିଜିଲାନ୍ସ ଜାଲରେ ପଡ଼ିଛନ୍ତି। ଜଣେ ଠିକାଦାରଙ୍କ ଅଭିଯୋଗ ଆଧାରରେ ଭିଜିଲାନ୍ସ ଟିମ ଫାନ୍ଦ ପକାଇ ଦୁହିଁଙ୍କୁ ଧରିଥିଲା। ସେମାନଙ୍କ ନିକଟରୁ ଲାଞ୍ଚ ଟଙ୍କା ଜବତ କରାଯାଇଛି। ଅଭିଯୁକ୍ତଙ୍କ ଘର ଓ ଅଫିସରେ ଏକାସାଙ୍ଗରେ ଚଢ଼ଉ ଚାଲିଛି।: [418, 1044, 604, 1072]
ad-poet-0: ବୈଜୟନ୍ତୀ କର: [233, 1182, 270, 1189]
ad-editorial-item: ସାହିତ୍ୟ ଉତ୍ସବ: [236, 1046, 404, 1060]
court-text-b: ଭୁବନେଶ୍ୱର,୩।୨ (ନି.ପ୍ର): ଭୁବନେଶ୍ୱରର ଜିଲ୍ଲା ଓ ଦାୟରା ଜଜ୍ କୋର୍ଟ ଏକ ପୁରୁଣା ମାମଲାରେ ୯ ଜଣ ଅଭିଯୁକ୍ତଙ୍କୁ ଦୋଷୀ ସାବ୍ୟସ୍ତ କରି ୨ ବର୍ଷ ଲେଖାଏଁ କାରାଦଣ୍ଡ ଦେଇଛନ୍ତି। ଏହା ସହ ପ୍ରତ୍ୟେକଙ୍କୁ ଜୋରିମାନା କରାଯାଇଛି। ଜୋରିମାନା ନ ଦେଲେ ଅତିରିକ୍ତ ଜେଲ ଦଣ୍ଡ ଭୋଗିବାକୁ ପଡ଼ିବ। ଏହି ମାମଲାରେ ୧୫ ଜଣ ସାକ୍ଷୀଙ୍କ ବୟାନ ଗ୍ରହଣ କରାଯାଇଥିଲା।: [518, 1246, 614, 1311]
banner-en: 12th Convocation Ceremony: [773, 205, 917, 215]
ad-admgr-phone: ୭୩୩୯୩୬୦୩୫୦, ୯୪୩୭୦୬୧୨୫୩: [50, 1363, 148, 1371]
obit-photo-8a: [280, 812, 340, 874]
lead-text-b: ବାଲେଶ୍ୱର,୩।୨ (ନି.ପ୍ର): ସାର୍ଟିଫିକେଟ ଅର୍ଜନ ପରେ ଛାତ୍ରଛାତ୍ରୀମାନେ ସତ୍ୟନିଷ୍ଠ ଓ ସାମାଜିକ ଦାୟିତ୍ୱବାନ ହୁଅନ୍ତୁ ବୋଲି ରାଷ୍ଟ୍ରପତି ଦ୍ରୌପଦୀ ମୁର୍ମୁ ପରାମର୍ଶ ଦେଇଛନ୍ତି। ଫକୀରମୋହନ ବିଶ୍ୱବିଦ୍ୟାଳୟର ଦ୍ୱାଦଶ ସମାବର୍ତ୍ତନ ଉତ୍ସବରେ ମୁଖ୍ୟଅତିଥି ଭାବେ ଯୋଗଦେଇ ସେ ଏହା କହିଛନ୍ତି। ରାଷ୍ଟ୍ରପତି କହିଛନ୍ତି ଯେ ବିଦ୍ୟାଳୟ ଓ ବିଶ୍ୱବିଦ୍ୟାଳୟରୁ ମିଳୁଥିବା ଶିକ୍ଷା ଜୀବନର ପ୍ରକୃତ ପଥ ଦେଖାଏ। ସମାଜର ବିକାଶ ପାଇଁ ପ୍ରତ୍ୟେକ ଛାତ୍ରଛାତ୍ରୀ ଦାୟିତ୍ୱ ନେବା ଉଚିତ। ଏହି ଅବସରରେ ରାଜ୍ୟପାଳ ଓ ମୁଖ୍ୟମନ୍ତ୍ରୀ ଉପସ୍ଥିତ ରହି ଉତ୍ତୀର୍ଣ୍ଣ ଛାତ୍ରଛାତ୍ରୀଙ୍କୁ ଶୁଭେଚ୍ଛା ଜଣାଇଥିଲେ। କୁଳପତି ପ୍ରଫେସର ସନ୍ତୋଷ କୁମାର ତ୍ରିପାଠୀ ସ୍ୱାଗତ ଭାଷଣ ଦେଇଥିଲେ।: [630, 376, 742, 477]
obit-text-3: କଟକ : ସ୍ଥାନୀୟ ମହାନଦୀ ବିହାର ପ୍ଲଟ ନଂ 58 ନିବାସୀ ରବୀନ୍ଦ୍ରନାଥ ସାହୁଙ୍କ ଦ୍ୱିତୀୟ ଶ୍ରାଦ୍ଧବାର୍ଷିକୀ ପାଳନ ଅବସରରେ ପରିବାରର ପୁତ୍ର, ପୁତ୍ରବଧୂ, କନ୍ୟା, ଜାମାତା, ନାତି-ନାତୁଣୀ ପ୍ରମୁଖ ଦିବ୍ୟ ଆତ୍ମାର ସଦ୍ଗତି ନିମନ୍ତେ ପ୍ରାର୍ଥନା କରି ସମାଜ ରିଲିଫ ପାଣ୍ଠିକୁ ଦାନ କରିଛନ୍ତି।: [126, 794, 266, 830]
ad-section-purana: ପୁରୁଣା ସତ୍ୟବାଦୀ ପୃଷ୍ଠାରୁ: [226, 1268, 404, 1284]
column-divider: [270, 46, 271, 682]
obit-title-6: ବିବାହର ୫୦ ବର୍ଷପୂର୍ତ୍ତି ଉପଲକ୍ଷେ...: [276, 401, 429, 414]
ad-section-kalajayi: କାଳଜୟୀ ସାହିତ୍ୟ: [226, 1234, 404, 1250]
cartoon-artist: - ଶିଳ୍ପୀ ଅଶୋକ: [934, 1270, 980, 1278]
ad-section-shesha: ଶେଷ ପୃଷ୍ଠାରେ: [316, 1336, 404, 1352]
relief-ifsc: IFSC : PUNB0491100: [113, 120, 201, 129]
vigilance-text-b: ମାଲକାନଗିରି,୩।୨ (ନି.ପ୍ର): ଲାଞ୍ଚ ନେଉଥିବା ବେଳେ ଜଣେ ସହକାରୀ ଯନ୍ତ୍ରୀ ଓ ଦୋକାନୀ ଭିଜିଲାନ୍ସ ଜାଲରେ ପଡ଼ିଛନ୍ତି। ଜଣେ ଠିକାଦାରଙ୍କ ଅଭିଯୋଗ ଆଧାରରେ ଭିଜିଲାନ୍ସ ଟିମ ଫାନ୍ଦ ପକାଇ ଦୁହିଁଙ୍କୁ ଧରିଥିଲା। ସେମାନଙ୍କ ନିକଟରୁ ଲାଞ୍ଚ ଟଙ୍କା ଜବତ କରାଯାଇଛି। ଅଭିଯୁକ୍ତଙ୍କ ଘର ଓ ଅଫିସରେ ଏକାସାଙ୍ଗରେ ଚଢ଼ଉ ଚାଲିଛି।: [494, 1074, 604, 1124]
ad-email[interactable]: Email- samaja.satyabadi@gmail.com: [151, 1460, 297, 1468]
court-text-d: ଭୁବନେଶ୍ୱର,୩।୨ (ନି.ପ୍ର): ଭୁବନେଶ୍ୱରର ଜିଲ୍ଲା ଓ ଦାୟରା ଜଜ୍ କୋର୍ଟ ଏକ ପୁରୁଣା ମାମଲାରେ ୯ ଜଣ ଅଭିଯୁକ୍ତଙ୍କୁ ଦୋଷୀ ସାବ୍ୟସ୍ତ କରି ୨ ବର୍ଷ ଲେଖାଏଁ କାରାଦଣ୍ଡ ଦେଇଛନ୍ତି। ଏହା ସହ ପ୍ରତ୍ୟେକଙ୍କୁ ଜୋରିମାନା କରାଯାଇଛି। ଜୋରିମାନା ନ ଦେଲେ ଅତିରିକ୍ତ ଜେଲ ଦଣ୍ଡ ଭୋଗିବାକୁ ପଡ଼ିବ। ଏହି ମାମଲାରେ ୧୫ ଜଣ ସାକ୍ଷୀଙ୍କ ବୟାନ ଗ୍ରହଣ କରାଯାଇଥିଲା।: [718, 1246, 814, 1311]
ad-essay-6: ରାଜେଶ୍ୱରୀ ଦାସ: [241, 1134, 280, 1141]
relief-note: ବି.ଦ୍ର : ଭାରତ ସରକାରଙ୍କ ନିୟମ ଅନୁଯାୟୀ ଦାନ ସମୟରେ ଦାତା ପାନ୍ କାର୍ଡ କିମ୍ବା ଆଧାର କାର୍ଡ ନମ୍ବର ଦେବାକୁ ଅନୁରୋଧ: [48, 153, 266, 167]
obit-title-5: ଅଷ୍ଟମ ଶ୍ରାଦ୍ଧବାର୍ଷିକୀ ଉପଲକ୍ଷେ...: [276, 233, 431, 246]
ad-section-jogajoga: ଯୋଗାଯୋଗ: [140, 1334, 220, 1350]
